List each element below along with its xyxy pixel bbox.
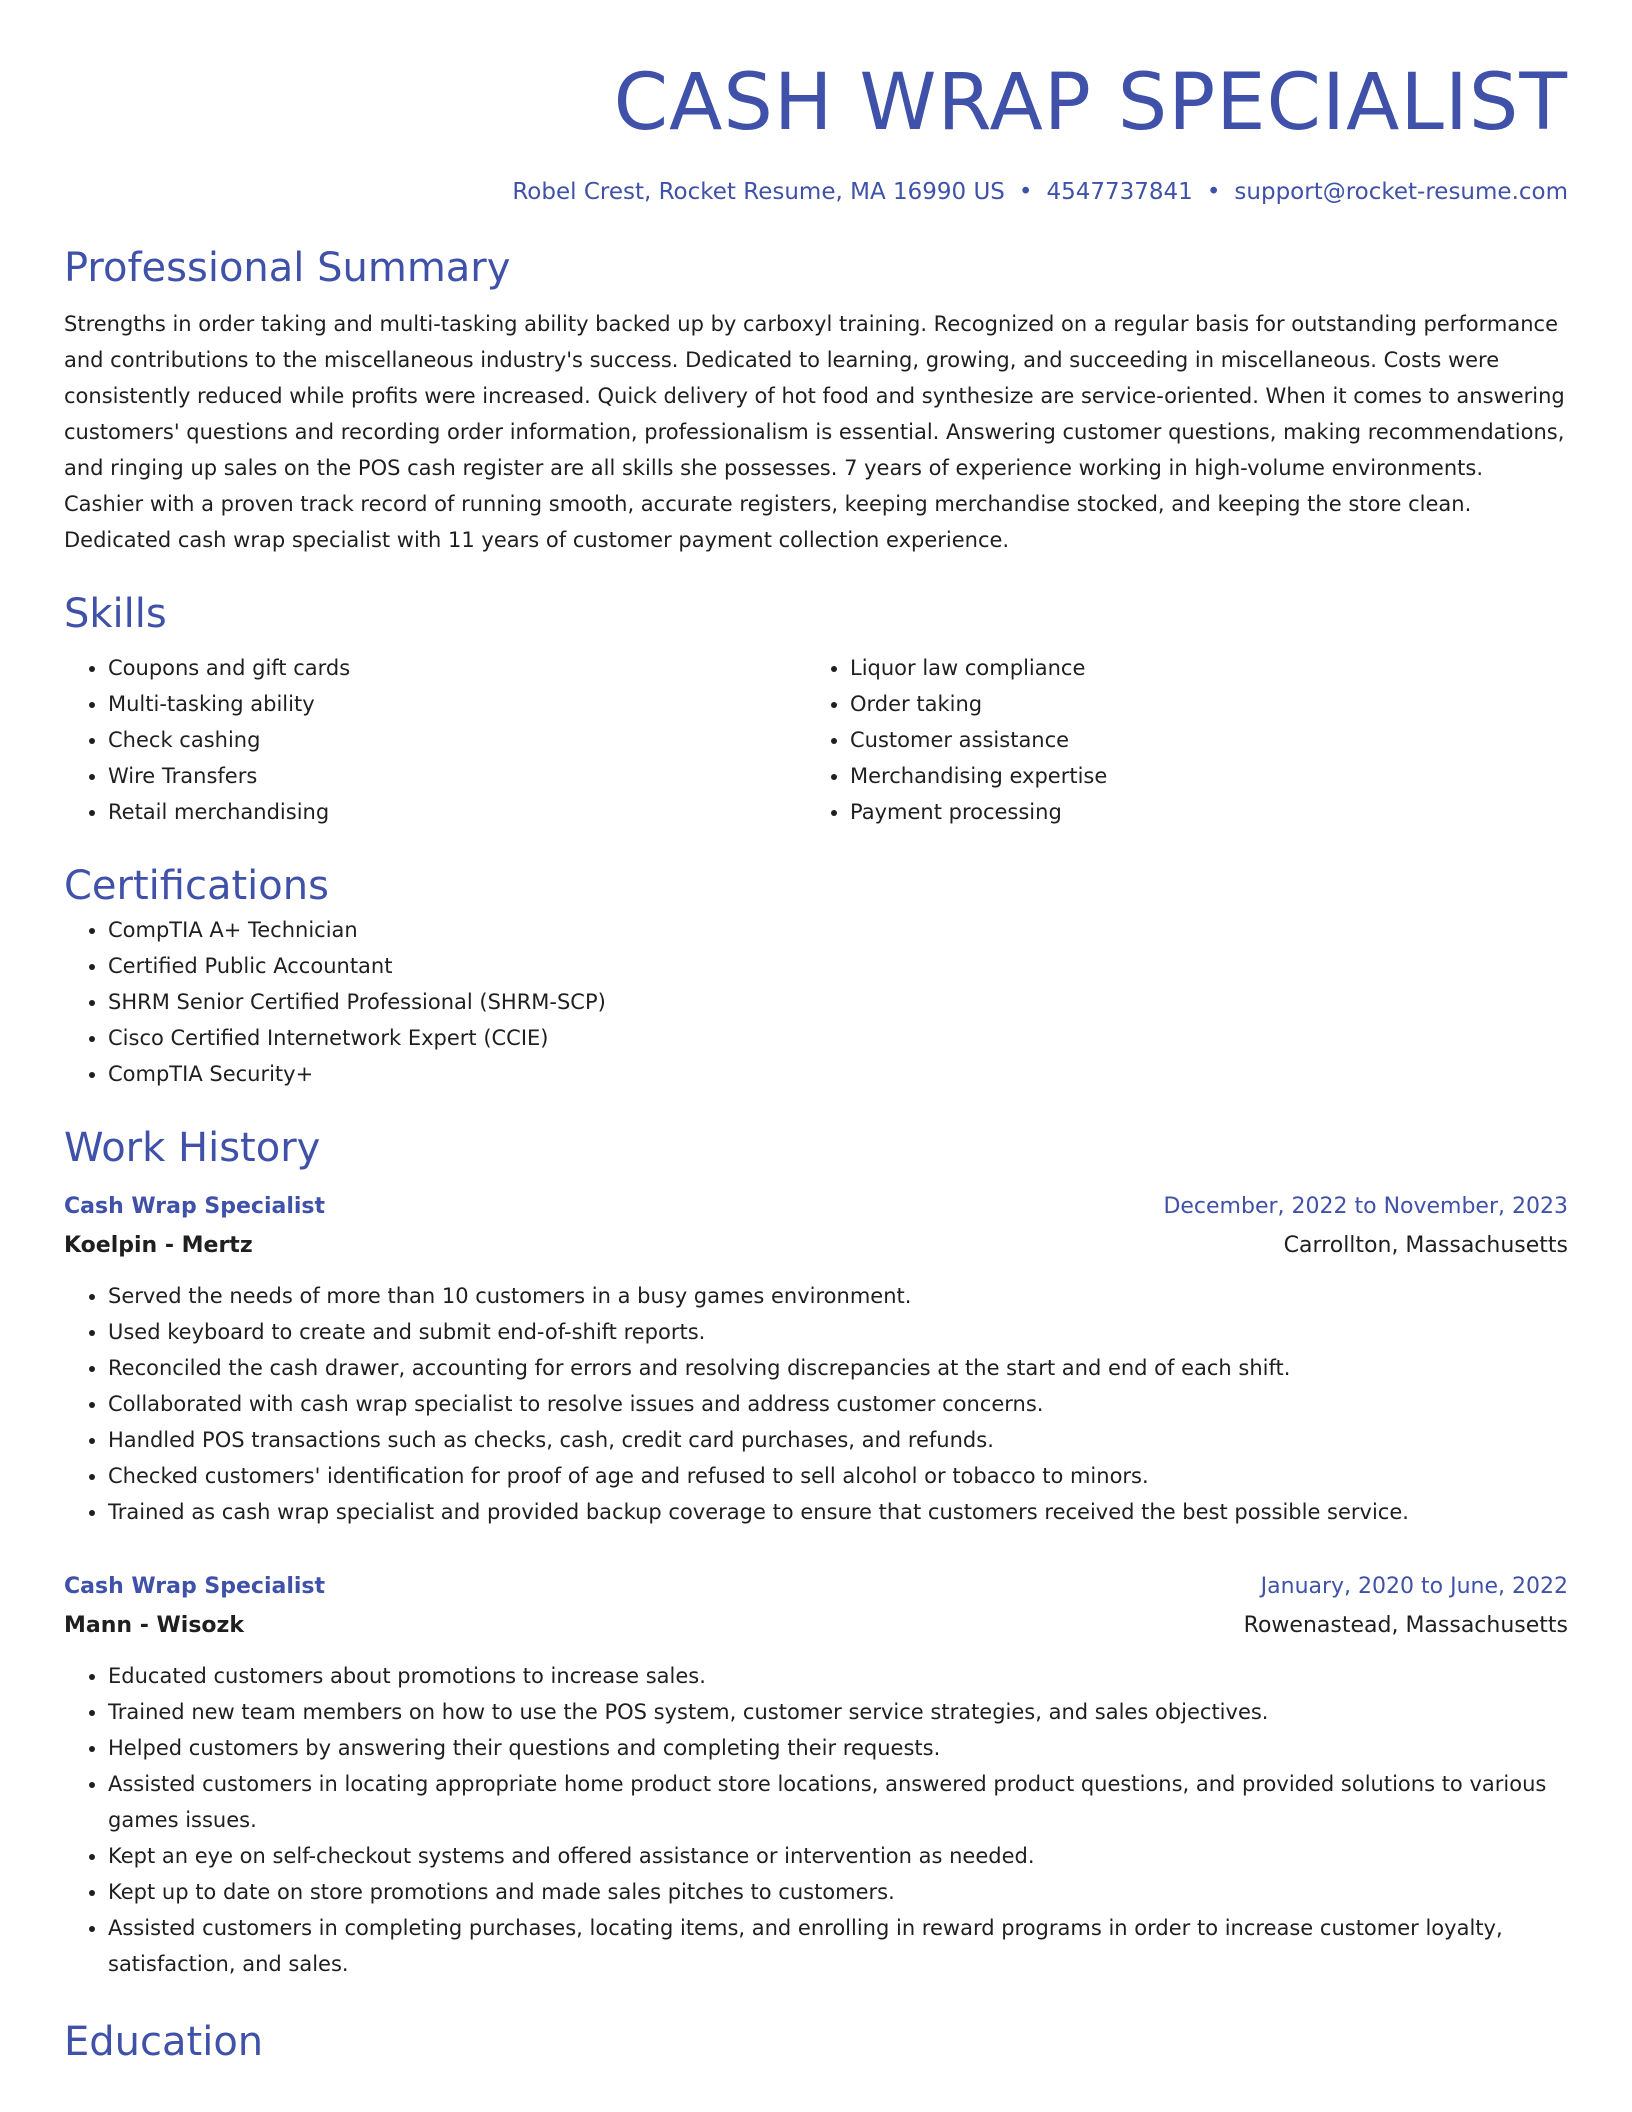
job-title: Cash Wrap Specialist (64, 1194, 326, 1219)
skills-list (64, 650, 1568, 830)
job-duty: • Collaborated with cash wrap specialist to resolve issues and address customer concerns. (108, 1386, 1568, 1422)
section-title-work-history: Work History (64, 1125, 321, 1171)
job-duty: • Used keyboard to create and submit end-of-shift reports. (108, 1314, 1568, 1350)
section-title-skills: Skills (64, 591, 167, 637)
skill-item: • Coupons and gift cards (108, 650, 806, 686)
job-duty: • Kept up to date on store promotions and made sales pitches to customers. (108, 1874, 1568, 1910)
summary-text: Strengths in order taking and multi-tasking ability backed up by carboxyl training. Recognized on a regular basis for outstanding performance and contributions to the miscellaneous industry's success. Dedicated to learning, growing, and succeeding in miscellaneous. Costs were consistently reduced while profits were increased. Quick delivery of hot food and synthesize are service-oriented. When it comes to answering customers' questions and recording order information, professionalism is essential. Answering customer questions, making recommendations, and ringing up sales on the POS cash register are all skills she possesses. 7 years of experience working in high-volume environments. Cashier with a proven track record of running smooth, accurate registers, keeping merchandise stocked, and keeping the store clean. Dedicated cash wrap specialist with 11 years of customer payment collection experience. (64, 312, 1565, 552)
certifications-list (64, 912, 1568, 1092)
job-duty: • Assisted customers in completing purchases, locating items, and enrolling in reward programs in order to increase customer loyalty, satisfaction, and sales. (108, 1910, 1568, 1982)
job-duty: • Assisted customers in locating appropriate home product store locations, answered product questions, and provided solutions to various games issues. (108, 1766, 1568, 1838)
skill-item: • Liquor law compliance (850, 650, 1548, 686)
certification-item: • CompTIA Security+ (108, 1056, 1568, 1092)
skills-column-left (64, 650, 806, 830)
job-location: Rowenastead, Massachusetts (1243, 1613, 1568, 1638)
skill-item: • Multi-tasking ability (108, 686, 806, 722)
contact-email: support@rocket-resume.com (1234, 179, 1568, 205)
contact-line (64, 176, 1568, 208)
job-duties (64, 1278, 1568, 1530)
contact-separator: • (1206, 179, 1221, 205)
job-duty: • Kept an eye on self-checkout systems and offered assistance or intervention as needed. (108, 1838, 1568, 1874)
job-duty: • Educated customers about promotions to increase sales. (108, 1658, 1568, 1694)
job-duties (64, 1658, 1568, 1982)
skill-item: • Merchandising expertise (850, 758, 1548, 794)
contact-address: Robel Crest, Rocket Resume, MA 16990 US (512, 179, 1005, 205)
resume-page (64, 0, 1568, 2068)
contact-separator: • (1018, 179, 1033, 205)
job-duty: • Trained new team members on how to use the POS system, customer service strategies, and sales objectives. (108, 1694, 1568, 1730)
job-dates: January, 2020 to June, 2022 (1260, 1574, 1568, 1599)
skill-item: • Wire Transfers (108, 758, 806, 794)
job-duty: • Handled POS transactions such as checks, cash, credit card purchases, and refunds. (108, 1422, 1568, 1458)
job-duty: • Helped customers by answering their questions and completing their requests. (108, 1730, 1568, 1766)
section-title-certifications: Certifications (64, 863, 329, 909)
job-duty: • Served the needs of more than 10 customers in a busy games environment. (108, 1278, 1568, 1314)
certification-item: • Cisco Certified Internetwork Expert (CCIE) (108, 1020, 1568, 1056)
job-dates: December, 2022 to November, 2023 (1163, 1194, 1568, 1219)
section-title-education: Education (64, 2019, 264, 2065)
certification-item: • SHRM Senior Certified Professional (SHRM-SCP) (108, 984, 1568, 1020)
job-company: Mann - Wisozk (64, 1613, 244, 1638)
job-subheader (64, 1226, 1568, 1266)
job-duty: • Checked customers' identification for proof of age and refused to sell alcohol or tobacco to minors. (108, 1458, 1568, 1494)
skills-column-right (806, 650, 1548, 830)
job-company: Koelpin - Mertz (64, 1233, 253, 1258)
skill-item: • Payment processing (850, 794, 1548, 830)
job-header (64, 1188, 1568, 1226)
certification-item: • Certified Public Accountant (108, 948, 1568, 984)
job-location: Carrollton, Massachusetts (1283, 1233, 1568, 1258)
job-entry (64, 1568, 1568, 1982)
skill-item: • Customer assistance (850, 722, 1548, 758)
job-header (64, 1568, 1568, 1606)
job-subheader (64, 1606, 1568, 1646)
skill-item: • Check cashing (108, 722, 806, 758)
resume-name: CASH WRAP SPECIALIST (613, 58, 1568, 148)
certification-item: • CompTIA A+ Technician (108, 912, 1568, 948)
skill-item: • Order taking (850, 686, 1548, 722)
job-duty: • Reconciled the cash drawer, accounting for errors and resolving discrepancies at the start and end of each shift. (108, 1350, 1568, 1386)
section-title-summary: Professional Summary (64, 245, 511, 291)
job-title: Cash Wrap Specialist (64, 1574, 326, 1599)
job-entry (64, 1188, 1568, 1530)
contact-phone: 4547737841 (1046, 179, 1193, 205)
job-duty: • Trained as cash wrap specialist and provided backup coverage to ensure that customers received the best possible service. (108, 1494, 1568, 1530)
skill-item: • Retail merchandising (108, 794, 806, 830)
